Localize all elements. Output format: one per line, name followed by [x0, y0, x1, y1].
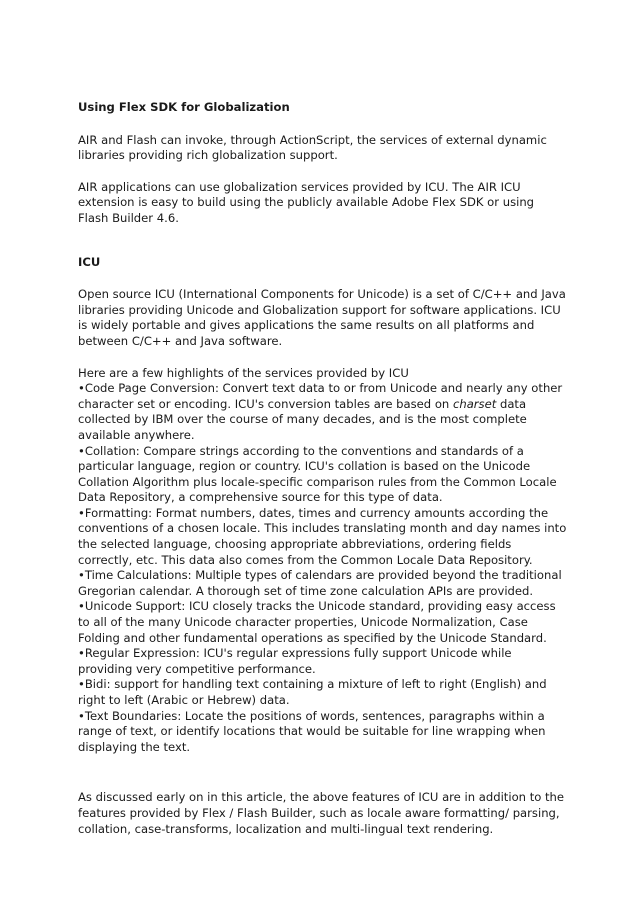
bullet: •	[78, 677, 85, 692]
highlights-intro: Here are a few highlights of the services provided by ICU	[78, 365, 409, 380]
bullet: •	[78, 708, 85, 723]
list-item	[78, 677, 568, 708]
list-item-text: Time Calculations: Multiple types of calendars are provided beyond the traditional Gregorian calendar. A thorough set of time zone calculation APIs are provided.	[78, 568, 562, 598]
list-item-text: Unicode Support: ICU closely tracks the Unicode standard, providing easy access to all of the many Unicode character properties, Unicode Normalization, Case Folding and other fundamental operations as specified by the Unicode Standard.	[78, 599, 556, 645]
list-item-text: Bidi: support for handling text containing a mixture of left to right (English) and right to left (Arabic or Hebrew) data.	[78, 677, 547, 707]
intro-paragraph-2: AIR applications can use globalization services provided by ICU. The AIR ICU extension is easy to build using the publicly available Adobe Flex SDK or using Flash Builder 4.6.	[78, 179, 535, 225]
list-item-text: data collected by IBM over the course of many decades, and is the most complete available anywhere.	[78, 396, 527, 442]
document-title: Using Flex SDK for Globalization	[78, 100, 290, 114]
bullet: •	[78, 505, 85, 520]
bullet: •	[78, 381, 85, 396]
list-item-text: Regular Expression: ICU's regular expressions fully support Unicode while providing very competitive performance.	[78, 646, 512, 676]
list-item	[78, 568, 568, 599]
list-item	[78, 381, 568, 443]
highlights-list	[78, 381, 568, 755]
list-item	[78, 646, 568, 677]
list-item	[78, 709, 568, 756]
list-item-text: Collation: Compare strings according to the conventions and standards of a particular language, region or country. ICU's collation is based on the Unicode Collation Algorithm plus locale-specific comparison rules from the Common Locale Data Repository, a comprehensive source for this type of data.	[78, 443, 557, 505]
list-item-text: Formatting: Format numbers, dates, times and currency amounts according the conventions of a chosen locale. This includes translating month and day names into the selected language, choosing appropriate abbreviations, ordering fields correctly, etc. This data also comes from the Common Locale Data Repository.	[78, 505, 567, 567]
list-item	[78, 506, 568, 568]
icu-description-paragraph: Open source ICU (International Components for Unicode) is a set of C/C++ and Java libraries providing Unicode and Globalization support for software applications. ICU is widely portable and gives applications the same results on all platforms and between C/C++ and Java software.	[78, 287, 566, 348]
bullet: •	[78, 443, 85, 458]
list-item-text: Text Boundaries: Locate the positions of words, sentences, paragraphs within a range of text, or identify locations that would be suitable for line wrapping when displaying the text.	[78, 708, 546, 754]
list-item-emphasis: charset	[452, 396, 497, 411]
section-heading-icu: ICU	[78, 254, 101, 269]
bullet: •	[78, 599, 85, 614]
list-item	[78, 444, 568, 506]
list-item-text: Code Page Conversion: Convert text data to or from Unicode and nearly any other character set or encoding. ICU's conversion tables are based on	[78, 381, 563, 411]
closing-paragraph: As discussed early on in this article, the above features of ICU are in addition to the features provided by Flex / Flash Builder, such as locale aware formatting/ parsing, collation, case-transforms, localization and multi-lingual text rendering.	[78, 790, 565, 836]
bullet: •	[78, 646, 85, 661]
intro-paragraph-1: AIR and Flash can invoke, through ActionScript, the services of external dynamic libraries providing rich globalization support.	[78, 132, 547, 163]
document-body	[78, 100, 568, 837]
bullet: •	[78, 568, 85, 583]
list-item	[78, 599, 568, 646]
